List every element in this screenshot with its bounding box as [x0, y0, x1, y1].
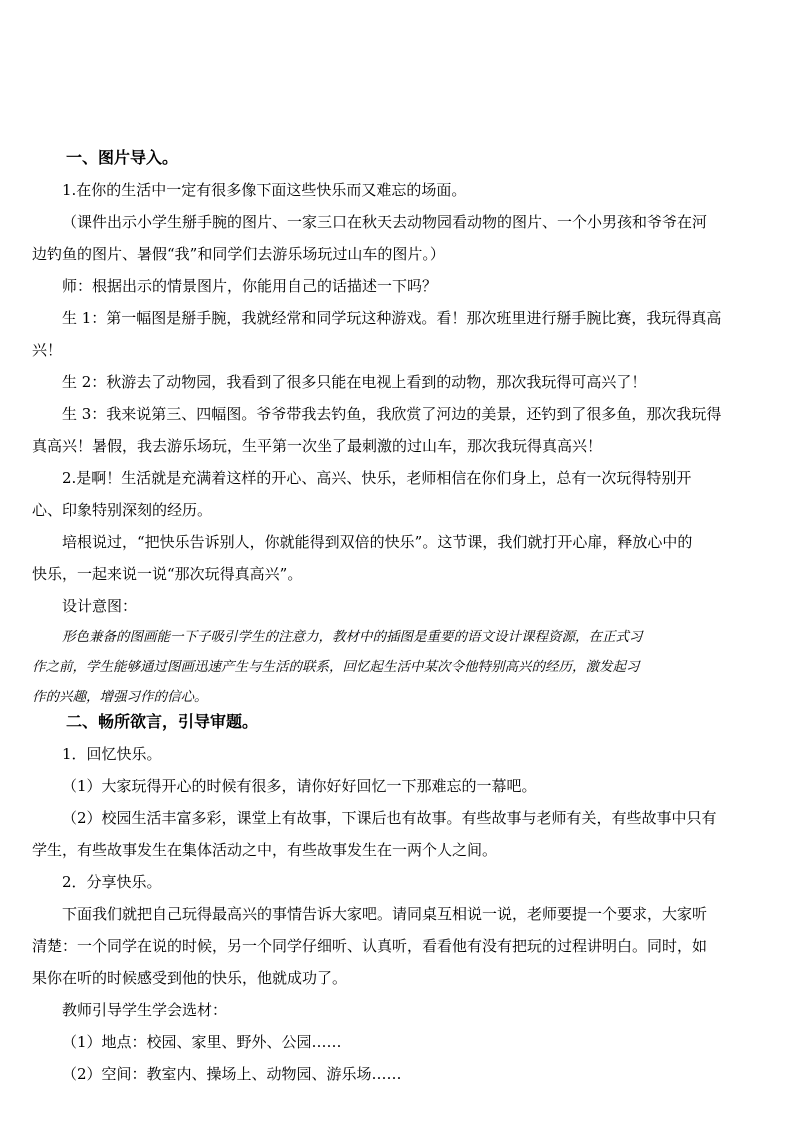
paragraph-line: 清楚：一个同学在说的时候，另一个同学仔细听、认真听，看看他有没有把玩的过程讲明白。同时，如 [32, 937, 708, 955]
paragraph-line: 1.在你的生活中一定有很多像下面这些快乐而又难忘的场面。 [62, 181, 467, 199]
paragraph-line: 生 3：我来说第三、四幅图。爷爷带我去钓鱼，我欣赏了河边的美景，还钓到了很多鱼，那次我玩得 [62, 405, 722, 423]
paragraph-line: 2．分享快乐。 [62, 873, 162, 891]
paragraph-line: 下面我们就把自己玩得最高兴的事情告诉大家吧。请同桌互相说一说，老师要提一个要求，大家听 [62, 905, 708, 923]
paragraph-line: （2）校园生活丰富多彩，课堂上有故事，下课后也有故事。有些故事与老师有关，有些故事中只有 [62, 809, 717, 827]
paragraph-line: 快乐，一起来说一说“那次玩得真高兴”。 [32, 565, 303, 583]
section-heading: 二、畅所欲言，引导审题。 [66, 712, 259, 731]
paragraph-line: 1．回忆快乐。 [62, 745, 162, 763]
design-intent-label: 设计意图： [62, 597, 138, 615]
design-intent-note: 作的兴趣，增强习作的信心。 [32, 689, 208, 705]
paragraph-line: 果你在听的时候感受到他的快乐，他就成功了。 [32, 969, 348, 987]
design-intent-note: 作之前，学生能够通过图画迅速产生与生活的联系，回忆起生活中某次令他特别高兴的经历，激发起习 [32, 659, 640, 675]
paragraph-line: 学生，有些故事发生在集体活动之中，有些故事发生在一两个人之间。 [32, 841, 498, 859]
paragraph-line: 生 2：秋游去了动物园，我看到了很多只能在电视上看到的动物，那次我玩得可高兴了！ [62, 373, 647, 391]
paragraph-line: 教师引导学生学会选材： [62, 1001, 228, 1019]
paragraph-line: 兴！ [32, 341, 63, 359]
paragraph-line: （课件出示小学生掰手腕的图片、一家三口在秋天去动物园看动物的图片、一个小男孩和爷爷在河 [62, 213, 708, 231]
paragraph-line: 培根说过，“把快乐告诉别人，你就能得到双倍的快乐”。这节课，我们就打开心扉，释放心中的 [62, 533, 693, 551]
paragraph-line: 2.是啊！生活就是充满着这样的开心、高兴、快乐，老师相信在你们身上，总有一次玩得特别开 [62, 469, 692, 487]
paragraph-line: （1）地点：校园、家里、野外、公园…… [62, 1033, 342, 1051]
paragraph-line: 生 1：第一幅图是掰手腕，我就经常和同学玩这种游戏。看！那次班里进行掰手腕比赛，我玩得真高 [62, 309, 722, 327]
section-2 [32, 706, 766, 1090]
paragraph-line: （1）大家玩得开心的时候有很多，请你好好回忆一下那难忘的一幕吧。 [62, 777, 537, 795]
design-intent-note: 形色兼备的图画能一下子吸引学生的注意力，教材中的插图是重要的语文设计课程资源，在正式习 [62, 629, 643, 645]
paragraph-line: 边钓鱼的图片、暑假“我”和同学们去游乐场玩过山车的图片。） [32, 245, 445, 263]
paragraph-line: （2）空间：教室内、操场上、动物园、游乐场…… [62, 1065, 402, 1083]
paragraph-line: 真高兴！暑假，我去游乐场玩，生平第一次坐了最刺激的过山车，那次我玩得真高兴！ [32, 437, 603, 455]
section-1 [32, 142, 766, 712]
paragraph-line: 心、印象特别深刻的经历。 [32, 501, 213, 519]
section-heading: 一、图片导入。 [66, 148, 179, 167]
paragraph-line: 师：根据出示的情景图片，你能用自己的话描述一下吗？ [62, 277, 438, 295]
